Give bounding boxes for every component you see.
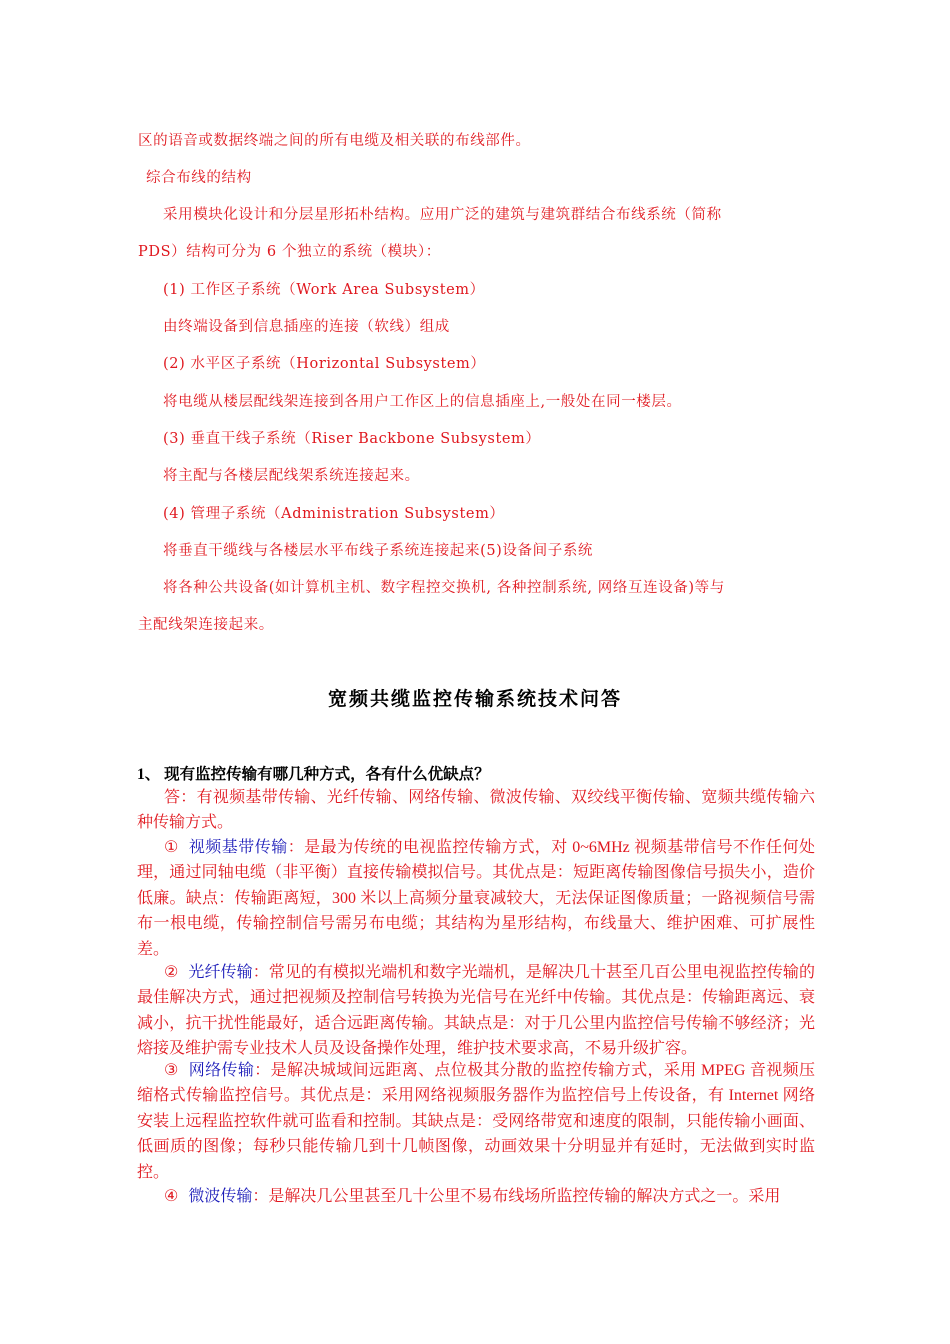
- answer-item-microwave: [137, 1184, 815, 1209]
- text-line: 将垂直干缆线与各楼层水平布线子系统连接起来(5)设备间子系统: [163, 543, 594, 559]
- item-lead: 微波传输: [188, 1188, 253, 1205]
- answer-item-fiber: [137, 960, 815, 1062]
- text-line: 将主配与各楼层配线架系统连接起来。: [163, 468, 420, 484]
- item-lead: 视频基带传输: [188, 839, 288, 856]
- text-line: 由终端设备到信息插座的连接（软线）组成: [163, 319, 450, 335]
- answer-item-network: [137, 1058, 815, 1185]
- item-text: ：是最为传统的电视监控传输方式，对 0~6MHz 视频基带信号不作任何处理，通过同轴电缆（非平衡）直接传输模拟信号。其优点是：短距离传输图像信号损失小，造价低廉。缺点：传输距离短，300 米以上高频分量衰减较大，无法保证图像质量；一路视频信号需布一根电缆，传输控制信号需另布电缆；其结构为星形结构，布线量大、维护困难、可扩展性差。: [137, 839, 815, 958]
- item-text: ：是解决几公里甚至几十公里不易布线场所监控传输的解决方式之一。采用: [252, 1188, 781, 1205]
- item-lead: 光纤传输: [188, 964, 253, 981]
- text-line: 采用模块化设计和分层星形拓朴结构。应用广泛的建筑与建筑群结合布线系统（简称: [163, 207, 722, 223]
- item-text: ：是解决城域间远距离、点位极其分散的监控传输方式，采用 MPEG 音视频压缩格式传输监控信号。其优点是：采用网络视频服务器作为监控信号上传设备，有 Internet 网络安装上远程监控软件就可监看和控制。其缺点是：受网络带宽和速度的限制，只能传输小画面、低画质的图像；每秒只能传输几到十几帧图像，动画效果十分明显并有延时，无法做到实时监控。: [137, 1062, 815, 1181]
- list-item: (1) 工作区子系统（Work Area Subsystem）: [163, 282, 485, 298]
- text-line: 将电缆从楼层配线架连接到各用户工作区上的信息插座上,一般处在同一楼层。: [163, 394, 682, 410]
- item-text: ：常见的有模拟光端机和数字光端机，是解决几十甚至几百公里电视监控传输的最佳解决方式，通过把视频及控制信号转换为光信号在光纤中传输。其优点是：传输距离远、衰减小，抗干扰性能最好，适合远距离传输。其缺点是：对于几公里内监控信号传输不够经济；光熔接及维护需专业技术人员及设备操作处理，维护技术要求高，不易升级扩容。: [137, 964, 815, 1058]
- list-item: (3) 垂直干线子系统（Riser Backbone Subsystem）: [163, 431, 541, 447]
- question-heading: 1、 现有监控传输有哪几种方式，各有什么优缺点？: [137, 766, 490, 783]
- item-number: ①: [164, 839, 179, 856]
- text-line: 主配线架连接起来。: [138, 617, 274, 633]
- item-number: ④: [164, 1188, 179, 1205]
- answer-intro: 答：有视频基带传输、光纤传输、网络传输、微波传输、双绞线平衡传输、宽频共缆传输六种传输方式。: [137, 789, 815, 832]
- item-lead: 网络传输: [188, 1062, 255, 1079]
- list-item: (2) 水平区子系统（Horizontal Subsystem）: [163, 356, 486, 372]
- answer-item-baseband: [137, 835, 815, 962]
- section-heading: 综合布线的结构: [146, 170, 252, 186]
- item-number: ②: [164, 964, 179, 981]
- document-title: 宽频共缆监控传输系统技术问答: [327, 688, 622, 710]
- text-line: 将各种公共设备(如计算机主机、数字程控交换机, 各种控制系统, 网络互连设备)等与: [163, 580, 725, 596]
- item-number: ③: [164, 1062, 179, 1079]
- text-line: PDS）结构可分为 6 个独立的系统（模块）：: [138, 244, 441, 260]
- text-line: 区的语音或数据终端之间的所有电缆及相关联的布线部件。: [138, 133, 531, 149]
- list-item: (4) 管理子系统（Administration Subsystem）: [163, 506, 505, 522]
